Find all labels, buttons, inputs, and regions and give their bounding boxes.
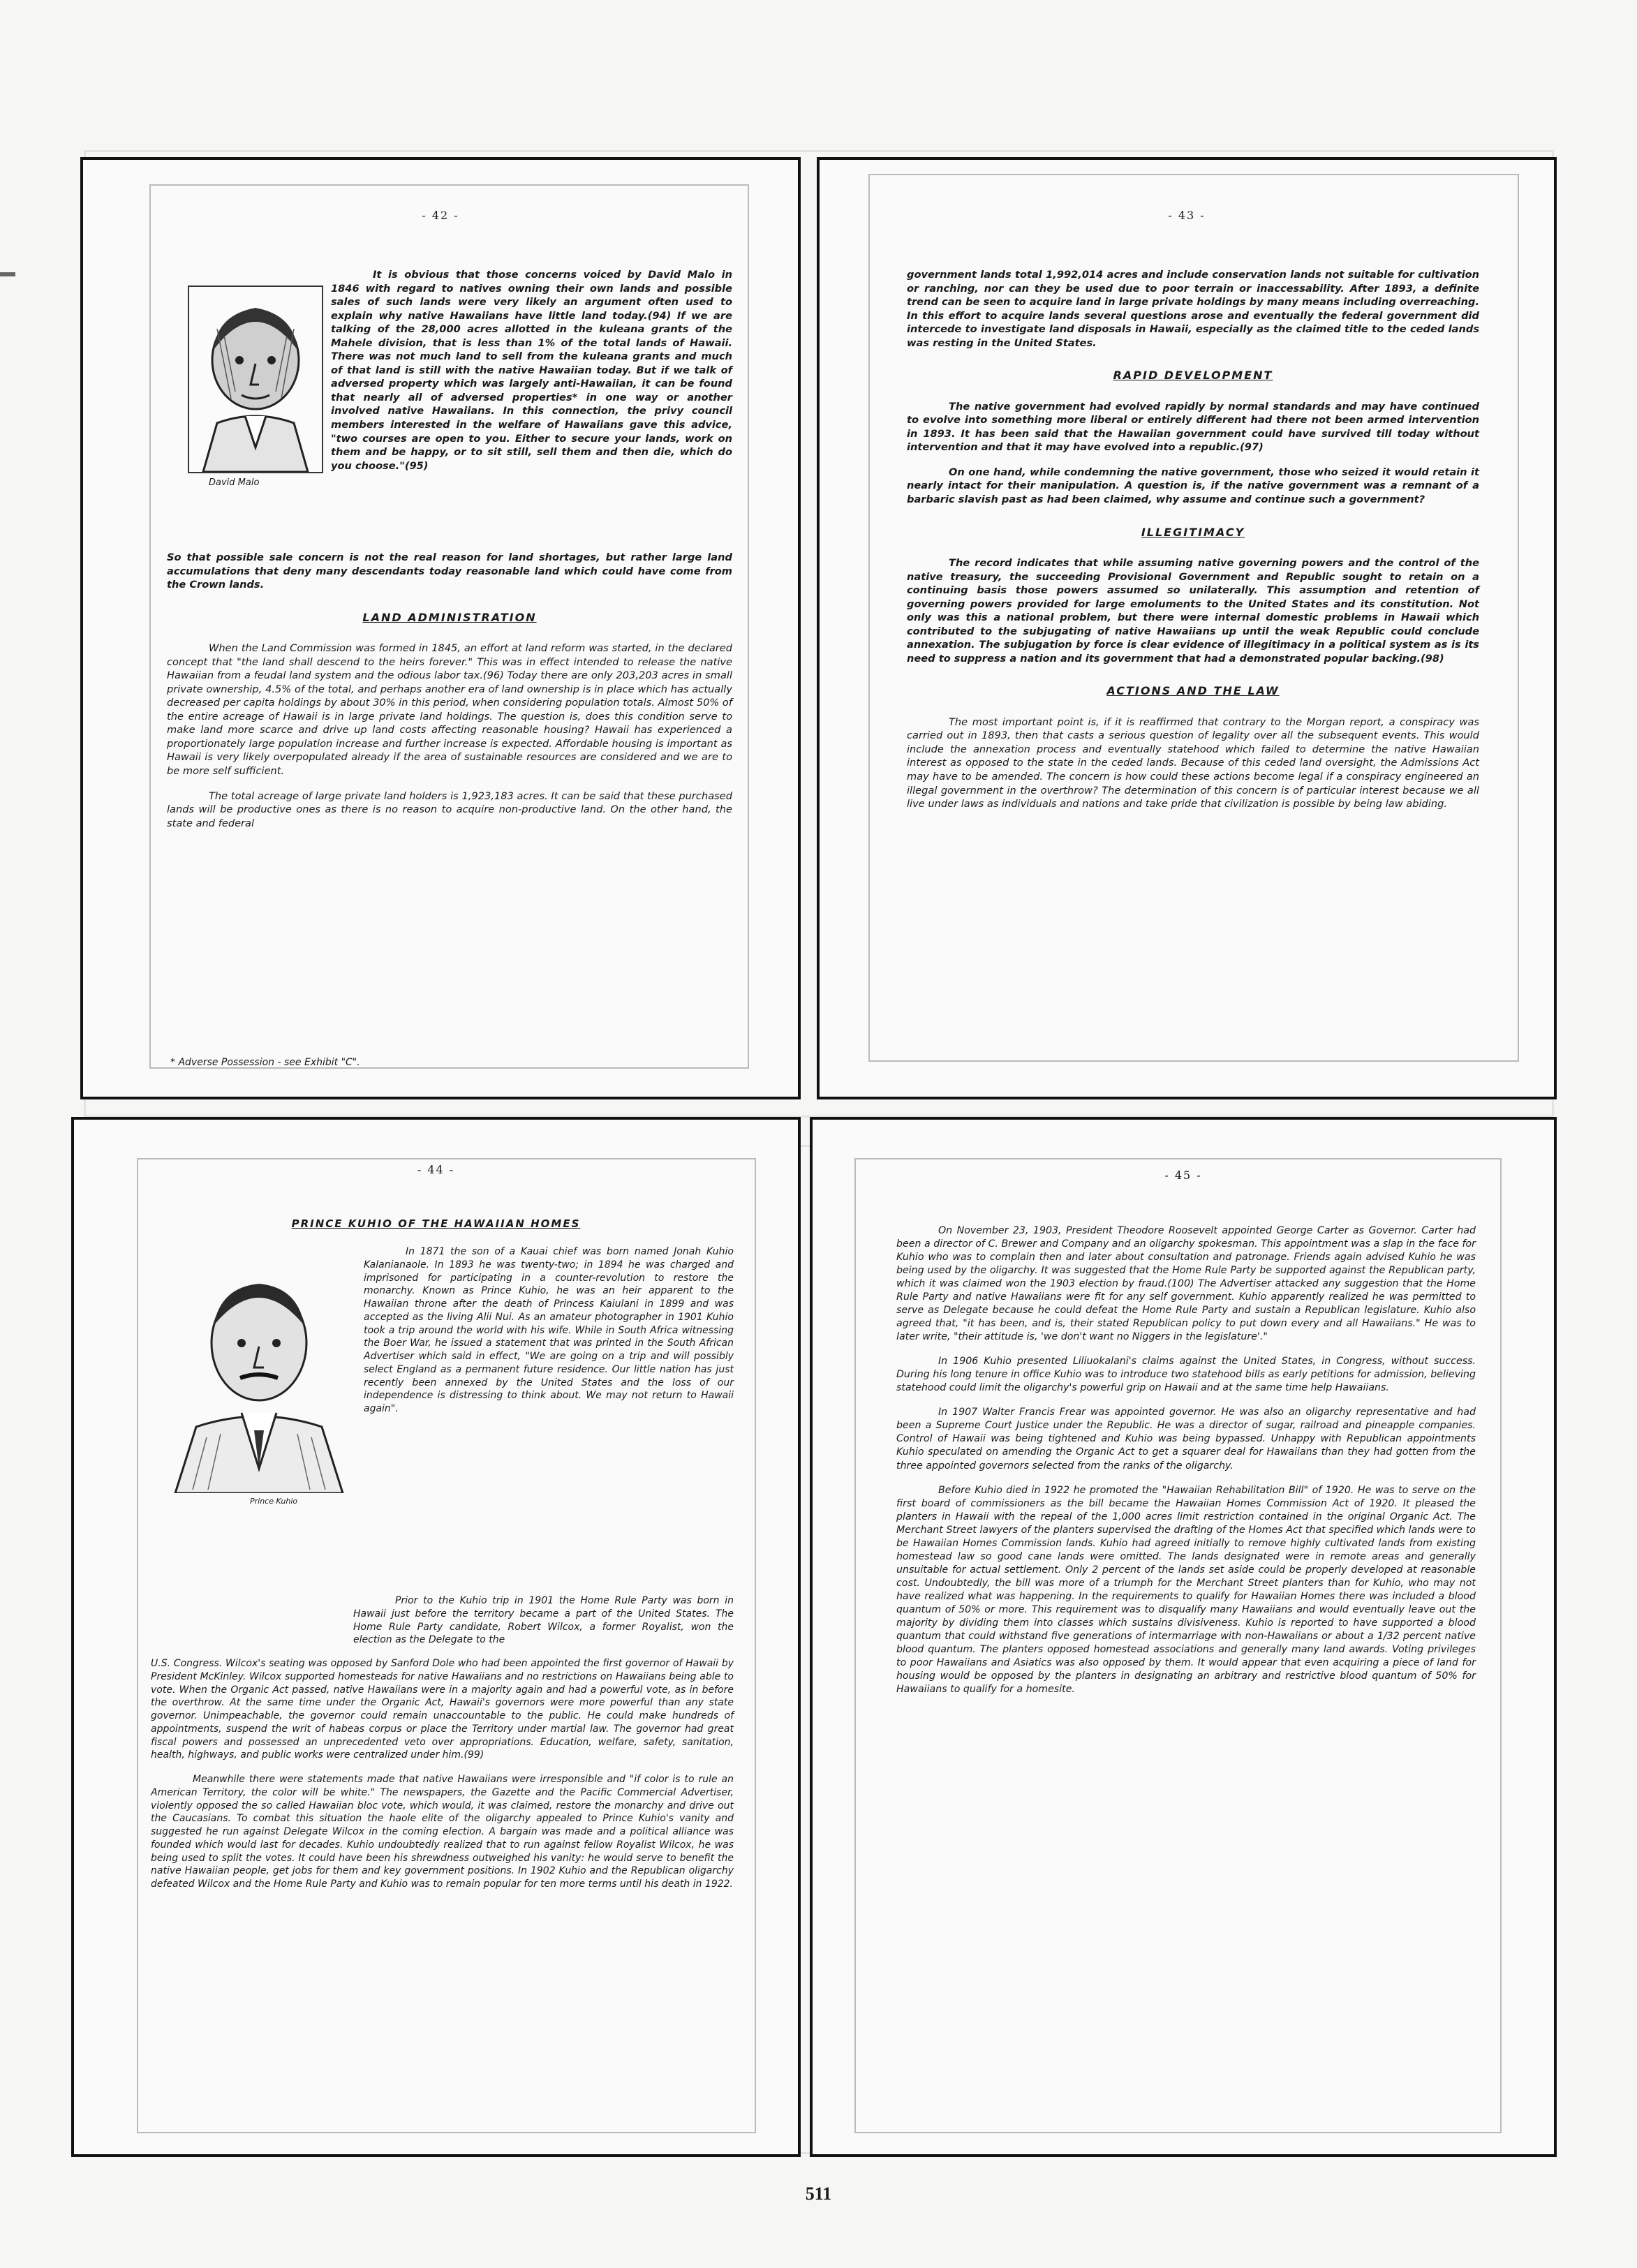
david-malo-portrait bbox=[188, 286, 323, 473]
prince-kuhio-paragraph-2a: Prior to the Kuhio trip in 1901 the Home Rule Party was born in Hawaii just before the territory became a part of the United States. The Home Rule Party candidate, Robert Wilcox, a former Royalist, won the election as the Delegate to the bbox=[353, 1595, 734, 1646]
page-42-body-column bbox=[167, 551, 732, 841]
land-administration-heading: LAND ADMINISTRATION bbox=[362, 610, 537, 624]
portrait-engraving-icon bbox=[189, 287, 322, 472]
page-44-intro-column bbox=[364, 1245, 734, 1427]
page-number-45: - 45 - bbox=[1164, 1169, 1202, 1182]
scan-edge-mark bbox=[0, 272, 15, 276]
page-number-43: - 43 - bbox=[1168, 209, 1206, 222]
page-42-intro-column bbox=[331, 268, 732, 484]
page-45-paragraph-1: On November 23, 1903, President Theodore Roosevelt appointed George Carter as Governor. Carter had been a director of C. Brewer and Company and an oligarchy spokesman. This appointment was a slap in the face for Kuhio who was to complain then and later about consultation and patronage. Friends again advised Kuhio he was being used by the oligarchy. It was suggested that the Home Rule Party be supported against the Republican party, which it was claimed won the 1903 election by fraud.(100) The Advertiser attacked any suggestion that the Home Rule Party and native Hawaiians were fit for any self government. Kuhio apparently realized he was permitted to serve as Delegate because he could defeat the Home Rule Party and sustain a Republican legislature. Kuhio also agreed that, "it has been, and is, their stated Republican policy to put down every and all Hawaiians." He was to later write, "their attitude is, 'we don't want no Niggers in the legislature'." bbox=[896, 1225, 1476, 1343]
rapid-development-paragraph-1: The native government had evolved rapidly by normal standards and may have continued to evolve into something more liberal or entirely different had there not been armed intervention in 1893. It has been said that the Hawaiian government could have survived till today without intervention and that it may have evolved into a republic.(97) bbox=[907, 400, 1479, 454]
prince-kuhio-paragraph-3: Meanwhile there were statements made that native Hawaiians were irresponsible and "if color is to rule an American Territory, the color will be white." The newspapers, the Gazette and the Pacific Commercial Advertiser, violently opposed the so called Hawaiian bloc vote, which would, it was claimed, restore the monarchy and drive out the Caucasians. To combat this situation the haole elite of the oligarchy appealed to Prince Kuhio's vanity and suggested he run against Delegate Wilcox in the coming election. A bargain was made and a political alliance was founded which would last for decades. Kuhio undoubtedly realized that to run against fellow Royalist Wilcox, he was being used to split the votes. It could have been his shrewdness outweighed his vanity: he would serve to benefit the native Hawaiian people, get jobs for them and key government positions. In 1902 Kuhio and the Republican oligarchy defeated Wilcox and the Home Rule Party and Kuhio was to remain popular for ten more terms until his death in 1922. bbox=[151, 1774, 734, 1890]
prince-kuhio-portrait bbox=[165, 1266, 353, 1493]
prince-kuhio-caption: Prince Kuhio bbox=[250, 1497, 298, 1506]
page-44-panel bbox=[71, 1117, 801, 2157]
page-43-column bbox=[907, 268, 1479, 822]
portrait-engraving-icon bbox=[165, 1266, 353, 1493]
sheet-page-number: 511 bbox=[805, 2184, 832, 2204]
page-45-paragraph-2: In 1906 Kuhio presented Liliuokalani's claims against the United States, in Congress, without success. During his long tenure in office Kuhio was to introduce two statehood bills as early petitions for admission, believing statehood could limit the oligarchy's powerful grip on Hawaii and at the same time help Hawaiians. bbox=[896, 1356, 1476, 1394]
page-45-column bbox=[896, 1224, 1476, 1707]
page-43-intro-paragraph: government lands total 1,992,014 acres and include conservation lands not suitable for cultivation or ranching, nor can they be used due to poor terrain or inaccessability. After 1893, a definite trend can be seen to acquire land in large private holdings by many means including overreaching. In this effort to acquire lands several questions arose and eventually the federal government did intercede to investigate land disposals in Hawaii, especially as the claimed title to the ceded lands was resting in the United States. bbox=[907, 269, 1479, 349]
page-42-paragraph-2: The total acreage of large private land holders is 1,923,183 acres. It can be said that these purchased lands will be productive ones as there is no reason to acquire non-productive land. On the other hand, the state and federal bbox=[167, 790, 732, 829]
page-42-paragraph-1: When the Land Commission was formed in 1845, an effort at land reform was started, in the declared concept that "the land shall descend to the heirs forever." This was in effect intended to release the native Hawaiian from a feudal land system and the odious labor tax.(96) Today there are only 203,203 acres in small private ownership, 4.5% of the total, and perhaps another era of land ownership is in place which has actually decreased per capita holdings by about 30% in this period, when considering population totals. Almost 50% of the entire acreage of Hawaii is in large private land holdings. The question is, does this condition serve to make land more scarce and drive up land costs affecting reasonable housing? Hawaii has experienced a proportionately large population increase and further increase is expected. Affordable housing is important as Hawaii is very likely overpopulated already if the area of sustainable resources are considered and we are to be more self sufficient. bbox=[167, 642, 732, 777]
actions-and-the-law-heading: ACTIONS AND THE LAW bbox=[1106, 684, 1280, 698]
page-45-panel bbox=[810, 1117, 1557, 2157]
page-45-paragraph-3: In 1907 Walter Francis Frear was appointed governor. He was also an oligarchy representative and had been a Supreme Court Justice under the Republic. He was a director of sugar, railroad and pineapple companies. Control of Hawaii was being tightened and Kuhio was being bypassed. Unhappy with Republican appointments Kuhio speculated on amending the Organic Act to get a squarer deal for Hawaiians than they had gotten from the three appointed governors selected from the ranks of the oligarchy. bbox=[896, 1407, 1476, 1472]
prince-kuhio-heading: PRINCE KUHIO OF THE HAWAIIAN HOMES bbox=[291, 1217, 581, 1230]
page-42-intro-continuation: So that possible sale concern is not the real reason for land shortages, but rather large land accumulations that deny many descendants today reasonable land which could have come from the Crown lands. bbox=[167, 551, 732, 591]
page-number-42: - 42 - bbox=[422, 209, 459, 222]
prince-kuhio-paragraph-2b: U.S. Congress. Wilcox's seating was opposed by Sanford Dole who had been appointed the first governor of Hawaii by President McKinley. Wilcox supported homesteads for native Hawaiians and no restrictions on Hawaiians being able to vote. When the Organic Act passed, native Hawaiians were in a majority again and had a powerful vote, as in before the overthrow. At the same time under the Organic Act, Hawaii's governors were more powerful than any state governor. Unimpeachable, the governor could remain unaccountable to the public. He could make hundreds of appointments, suspend the writ of habeas corpus or place the Territory under martial law. The governor had great fiscal powers and possessed an unprecedented veto over appropriations. Education, welfare, safety, sanitation, health, highways, and public works were centralized under him.(99) bbox=[151, 1658, 734, 1761]
adverse-possession-footnote: * Adverse Possession - see Exhibit "C". bbox=[170, 1057, 360, 1068]
page-42-panel bbox=[80, 157, 801, 1099]
page-43-panel bbox=[817, 157, 1557, 1099]
illegitimacy-heading: ILLEGITIMACY bbox=[1141, 525, 1245, 539]
page-42-intro-paragraph: It is obvious that those concerns voiced by David Malo in 1846 with regard to natives owning their own lands and possible sales of such lands were very likely an argument often used to explain why native Hawaiians have little land today.(94) If we are talking of the 28,000 acres allotted in the kuleana grants of the Mahele division, that is less than 1% of the total lands of Hawaii. There was not much land to sell from the kuleana grants and much of that land is still with the native Hawaiian today. But if we talk of adversed property which was largely anti-Hawaiian, it can be found that nearly all of adversed properties* in one way or another involved native Hawaiians. In this connection, the privy council members interested in the welfare of Hawaiians gave this advice, "two courses are open to you. Either to secure your lands, work on them and be happy, or to sit still, sell them and then die, which do you choose."(95) bbox=[331, 269, 732, 472]
rapid-development-paragraph-2: On one hand, while condemning the native government, those who seized it would retain it nearly intact for their manipulation. A question is, if the native government was a remnant of a barbaric slavish past as had been claimed, why assume and continue such a government? bbox=[907, 466, 1479, 505]
page-44-body-column bbox=[151, 1657, 734, 1902]
actions-and-the-law-paragraph: The most important point is, if it is reaffirmed that contrary to the Morgan report, a conspiracy was carried out in 1893, then that casts a serious question of legality over all the subsequent events. This would include the annexation process and eventually statehood which failed to determine the native Hawaiian interest as opposed to the state in the ceded lands. Because of this ceded land oversight, the Admissions Act may have to be amended. The concern is how could these actions become legal if a conspiracy engineered an illegal government in the overthrow? The determination of this concern is of particular interest because we all live under laws as individuals and nations and take pride that civilization is possible by being law abiding. bbox=[907, 716, 1479, 810]
rapid-development-heading: RAPID DEVELOPMENT bbox=[1113, 369, 1273, 383]
prince-kuhio-paragraph-1: In 1871 the son of a Kauai chief was born named Jonah Kuhio Kalanianaole. In 1893 he was twenty-two; in 1894 he was charged and imprisoned for participating in a counter-revolution to restore the monarchy. Known as Prince Kuhio, he was an heir apparent to the Hawaiian throne after the death of Princess Kaiulani in 1899 and was accepted as the living Alii Nui. As an amateur photographer in 1901 Kuhio took a trip around the world with his wife. While in South Africa witnessing the Boer War, he issued a statement that was printed in the South African Advertiser which said in effect, "We are going on a trip and will possibly select England as a permanent future residence. Our little nation has just recently been annexed by the United States and the loss of our independence is distressing to think about. We may not return to Hawaii again". bbox=[364, 1246, 734, 1414]
david-malo-caption: David Malo bbox=[209, 477, 260, 488]
page-45-paragraph-4: Before Kuhio died in 1922 he promoted the "Hawaiian Rehabilitation Bill" of 1920. He was to serve on the first board of commissioners as the bill became the Hawaiian Homes Commission Act of 1920. It pleased the planters in Hawaii with the repeal of the 1,000 acres limit restriction contained in the original Organic Act. The Merchant Street lawyers of the planters supervised the drafting of the Homes Act that specified which lands were to be Hawaiian Homes Commission lands. Kuhio had agreed initially to remove highly cultivated lands from existing homestead law so good cane lands were omitted. The lands designated were in remote areas and generally unsuitable for actual settlement. Only 2 percent of the lands set aside could be properly developed at reasonable cost. Undoubtedly, the bill was more of a triumph for the Merchant Street planters than for Kuhio, who may not have realized what was happening. In the requirements to qualify for Hawaiian Homes there was included a blood quantum of 50% or more. This requirement was to disqualify many Hawaiians and would eventually leave out the majority by dividing them into classes which sustains divisiveness. Kuhio is reported to have supported a blood quantum that could withstand five generations of intermarriage with non-Hawaiians or about a 1/32 percent native blood quantum. The planters opposed homestead associations and generally many land awards. Voting privileges to poor Hawaiians and Asiatics was also opposed by them. It would appear that even acquiring a piece of land for housing would be opposed by the planters in designating an arbitrary and restrictive blood quantum of 50% for Hawaiians to qualify for a homesite. bbox=[896, 1484, 1476, 1695]
illegitimacy-paragraph: The record indicates that while assuming native governing powers and the control of the native treasury, the succeeding Provisional Government and Republic sought to retain on a continuing basis those powers assumed so unilaterally. This assumption and retention of governing powers provided for large emoluments to the United States and its constitution. Not only was this a national problem, but there were internal domestic problems in Hawaii which contributed to the subjugating of native Hawaiians up until the weak Republic could conclude annexation. The subjugation by force is clear evidence of illegitimacy in a political system as is its need to suppress a nation and its government that had a demonstrated popular backing.(98) bbox=[907, 556, 1479, 665]
page-number-44: - 44 - bbox=[417, 1163, 455, 1176]
page-44-home-rule-column bbox=[353, 1594, 734, 1647]
